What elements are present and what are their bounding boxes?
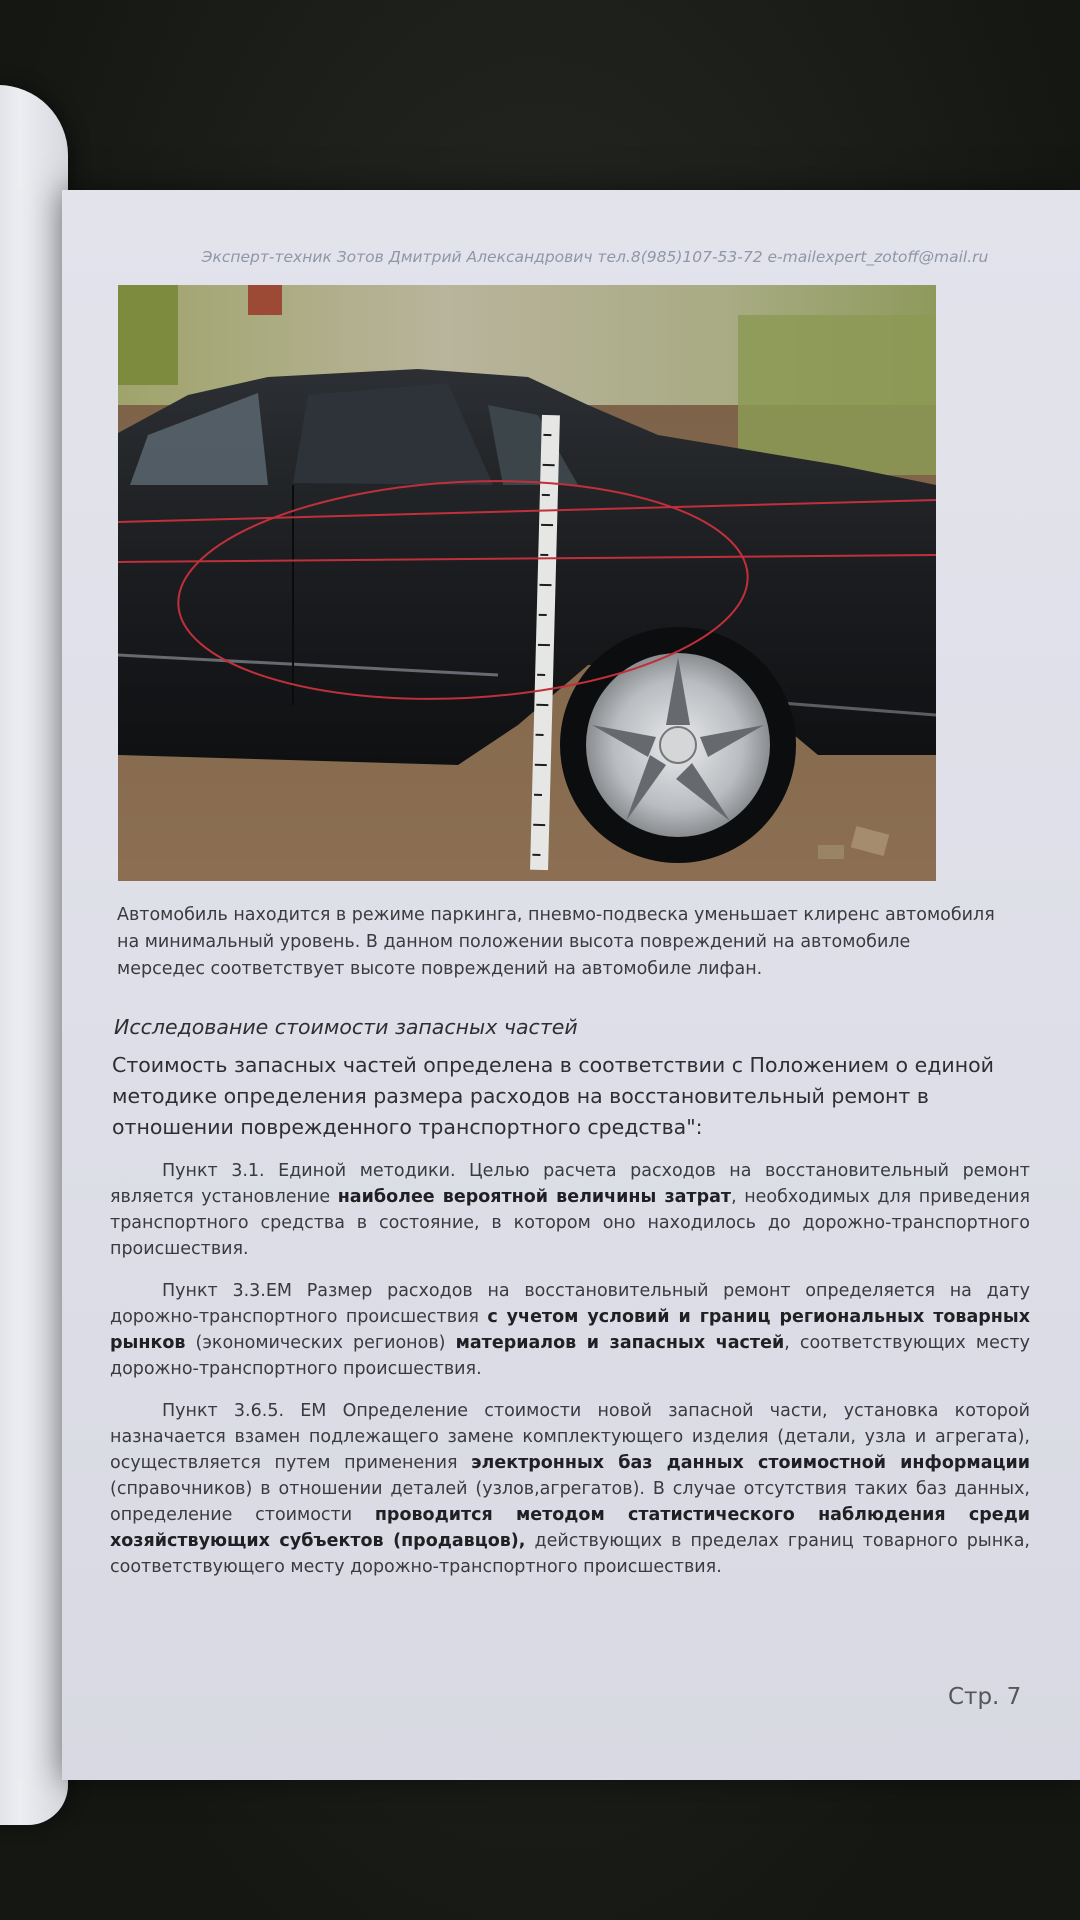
document-page [62, 190, 1080, 1780]
section-intro: Стоимость запасных частей определена в соответствии с Положением о единой методике определения размера расходов на восстановительный ремонт в отношении поврежденного транспортного средства": [112, 1053, 994, 1139]
adjacent-page-edge [0, 85, 68, 1825]
paragraph-3-1: Пункт 3.1. Единой методики. Целью расчета расходов на восстановительный ремонт является установление наиболее вероятной величины затрат, необходимых для приведения транспортного средства в состояние, в котором оно находилось до дорожно-транспортного происшествия. [110, 1161, 1030, 1259]
car-damage-photo [118, 285, 936, 881]
page-header: Эксперт-техник Зотов Дмитрий Александрович тел.8(985)107-53-72 e-mailexpert_zotoff@mail.ru [201, 248, 989, 266]
paragraph-3-6-5: Пункт 3.6.5. ЕМ Определение стоимости новой запасной части, установка которой назначается взамен подлежащего замене комплектующего изделия (детали, узла и агрегата), осуществляется путем применения электронных баз данных стоимостной информации (справочников) в отношении деталей (узлов,агрегатов). В случае отсутствия таких баз данных, определение стоимости проводится методом статистического наблюдения среди хозяйствующих субъектов (продавцов), действующих в пределах границ товарного рынка, соответствующего месту дорожно-транспортного происшествия. [110, 1401, 1031, 1577]
paragraph-3-3: Пункт 3.3.ЕМ Размер расходов на восстановительный ремонт определяется на дату дорожно-транспортного происшествия с учетом условий и границ региональных товарных рынков (экономических регионов) материалов и запасных частей, соответствующих месту дорожно-транспортного происшествия. [110, 1281, 1031, 1379]
page-number: Стр. 7 [948, 1684, 1022, 1710]
photo-caption: Автомобиль находится в режиме паркинга, пневмо-подвеска уменьшает клиренс автомобиля на минимальный уровень. В данном положении высота повреждений на автомобиле мерседес соответствует высоте повреждений на автомобиле лифан. [117, 905, 995, 979]
section-title: Исследование стоимости запасных частей [114, 1015, 578, 1039]
